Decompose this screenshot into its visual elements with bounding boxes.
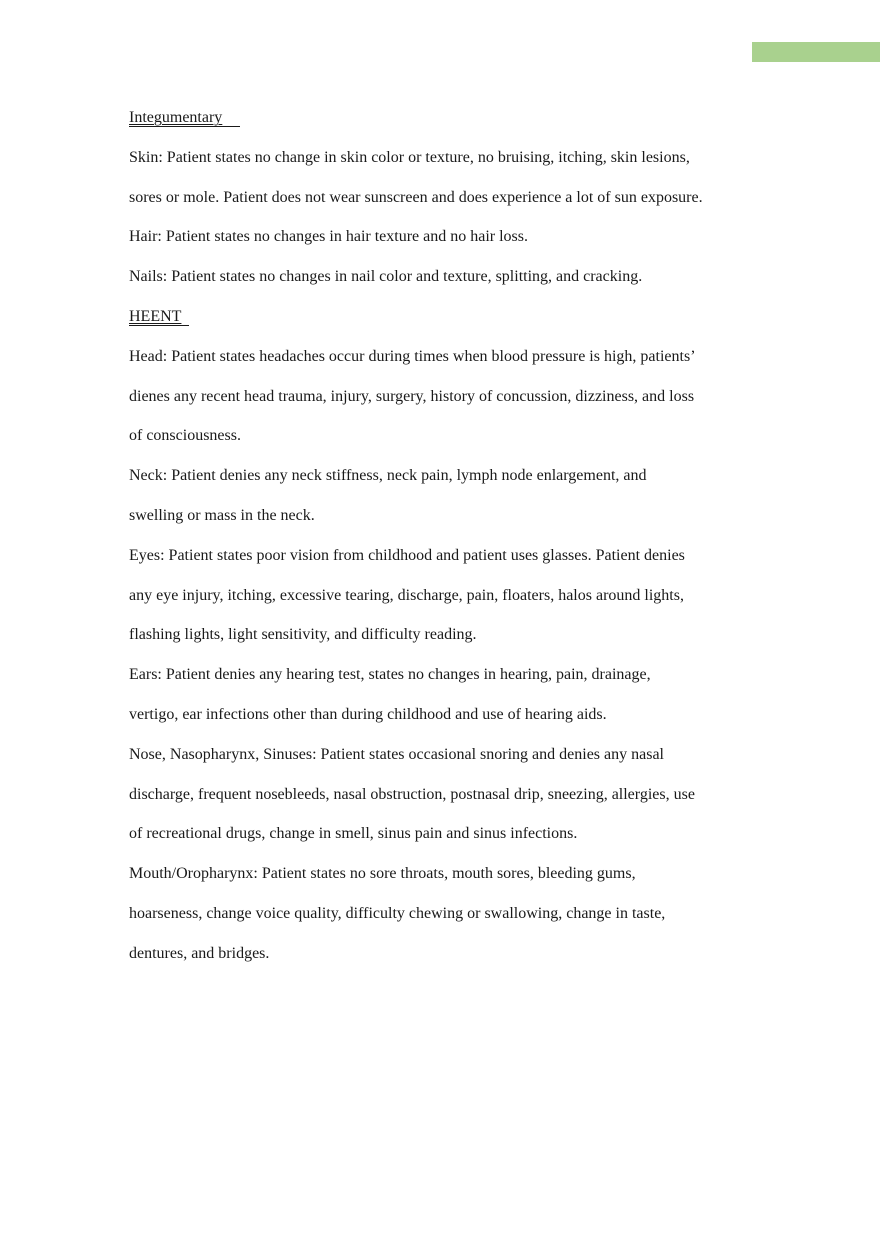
text-line: dienes any recent head trauma, injury, surgery, history of concussion, dizziness, and loss — [129, 387, 695, 405]
section-heading-integumentary: Integumentary — [129, 110, 240, 127]
document-body — [129, 98, 769, 974]
text-line: Mouth/Oropharynx: Patient states no sore throats, mouth sores, bleeding gums, — [129, 865, 636, 883]
section-heading-row — [129, 297, 769, 337]
text-line: of recreational drugs, change in smell, sinus pain and sinus infections. — [129, 825, 578, 843]
text-line: hoarseness, change voice quality, difficulty chewing or swallowing, change in taste, — [129, 904, 666, 922]
text-line: Nose, Nasopharynx, Sinuses: Patient states occasional snoring and denies any nasal — [129, 745, 664, 763]
text-line: of consciousness. — [129, 427, 241, 445]
text-line: flashing lights, light sensitivity, and difficulty reading. — [129, 626, 477, 644]
text-line: discharge, frequent nosebleeds, nasal obstruction, postnasal drip, sneezing, allergies, use — [129, 785, 695, 803]
text-line: swelling or mass in the neck. — [129, 506, 315, 524]
text-line: Ears: Patient denies any hearing test, states no changes in hearing, pain, drainage, — [129, 666, 651, 684]
text-line: Hair: Patient states no changes in hair texture and no hair loss. — [129, 228, 529, 246]
section-heading-row — [129, 98, 769, 138]
text-line: dentures, and bridges. — [129, 944, 270, 962]
text-line: Head: Patient states headaches occur during times when blood pressure is high, patients’ — [129, 347, 696, 365]
text-line: vertigo, ear infections other than during childhood and use of hearing aids. — [129, 705, 607, 723]
text-line: Skin: Patient states no change in skin color or texture, no bruising, itching, skin lesions, — [129, 148, 690, 166]
page-corner-tab — [752, 42, 880, 62]
text-line: Neck: Patient denies any neck stiffness, neck pain, lymph node enlargement, and — [129, 467, 647, 485]
section-heading-heent: HEENT — [129, 309, 189, 326]
text-line: Eyes: Patient states poor vision from childhood and patient uses glasses. Patient denies — [129, 546, 685, 564]
text-line: Nails: Patient states no changes in nail color and texture, splitting, and cracking. — [129, 268, 643, 286]
text-line: any eye injury, itching, excessive tearing, discharge, pain, floaters, halos around lights, — [129, 586, 684, 604]
text-line: sores or mole. Patient does not wear sunscreen and does experience a lot of sun exposure. — [129, 188, 703, 206]
